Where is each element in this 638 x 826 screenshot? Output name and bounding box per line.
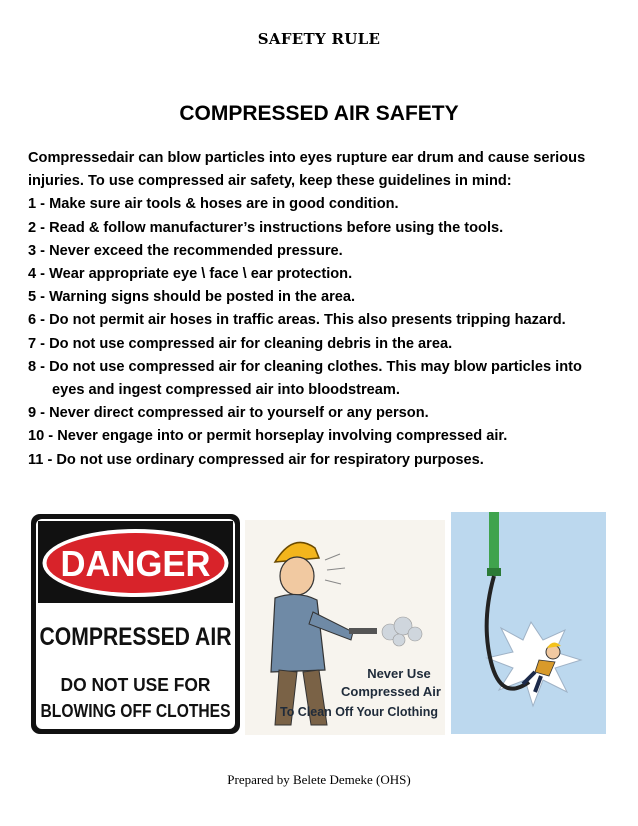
rule-item: 9 - Never direct compressed air to yourself or any person. (28, 405, 429, 422)
worker-head (280, 557, 314, 595)
rule-item: 11 - Do not use ordinary compressed air for respiratory purposes. (28, 451, 484, 468)
rule-item: 6 - Do not permit air hoses in traffic areas. This also presents tripping hazard. (28, 312, 566, 329)
rule-item: 10 - Never engage into or permit horseplay involving compressed air. (28, 428, 508, 445)
worker-body (271, 594, 325, 672)
cartoon-caption-line3: To Clean Off Your Clothing (280, 705, 438, 719)
rule-item: 4 - Wear appropriate eye \ face \ ear protection. (28, 266, 353, 283)
hose-graphic (451, 512, 606, 734)
sign-line-blowing-clothes: BLOWING OFF CLOTHES (40, 701, 231, 721)
cartoon-caption-line2: Compressed Air (341, 684, 441, 699)
rule-item: 8 - Do not use compressed air for cleaning clothes. This may blow particles into (28, 358, 582, 375)
hose-accident-image (451, 512, 606, 734)
sky-background (451, 512, 606, 734)
air-nozzle-icon (349, 628, 377, 634)
rule-item: 1 - Make sure air tools & hoses are in good condition. (28, 196, 399, 213)
page-title: COMPRESSED AIR SAFETY (179, 102, 459, 125)
rule-item: 5 - Warning signs should be posted in the area. (28, 289, 356, 306)
rule-item: 7 - Do not use compressed air for cleaning debris in the area. (28, 335, 453, 352)
guidelines-text (28, 147, 628, 472)
intro-line: Compressedair can blow particles into eyes rupture ear drum and cause serious (28, 150, 586, 166)
intro-line: injuries. To use compressed air safety, keep these guidelines in mind: (28, 173, 512, 190)
rule-item: 2 - Read & follow manufacturer’s instructions before using the tools. (28, 219, 504, 236)
cartoon-graphic (245, 520, 445, 735)
pipe-coupling (487, 568, 501, 576)
air-pipe-icon (489, 512, 499, 572)
sign-line-do-not-use: DO NOT USE FOR (60, 675, 211, 695)
footer-credit: Prepared by Belete Demeke (OHS) (227, 772, 411, 787)
danger-word: DANGER (60, 543, 211, 584)
cartoon-caption-line1: Never Use (367, 666, 431, 681)
sign-line-compressed-air: COMPRESSED AIR (39, 623, 232, 651)
danger-sign-graphic (30, 513, 241, 735)
rule-item-continuation: eyes and ingest compressed air into bloodstream. (52, 382, 400, 399)
cartoon-worker-image (245, 520, 445, 735)
danger-sign-image (30, 513, 241, 735)
page-header: SAFETY RULE (257, 30, 381, 48)
rule-item: 3 - Never exceed the recommended pressure. (28, 242, 343, 259)
